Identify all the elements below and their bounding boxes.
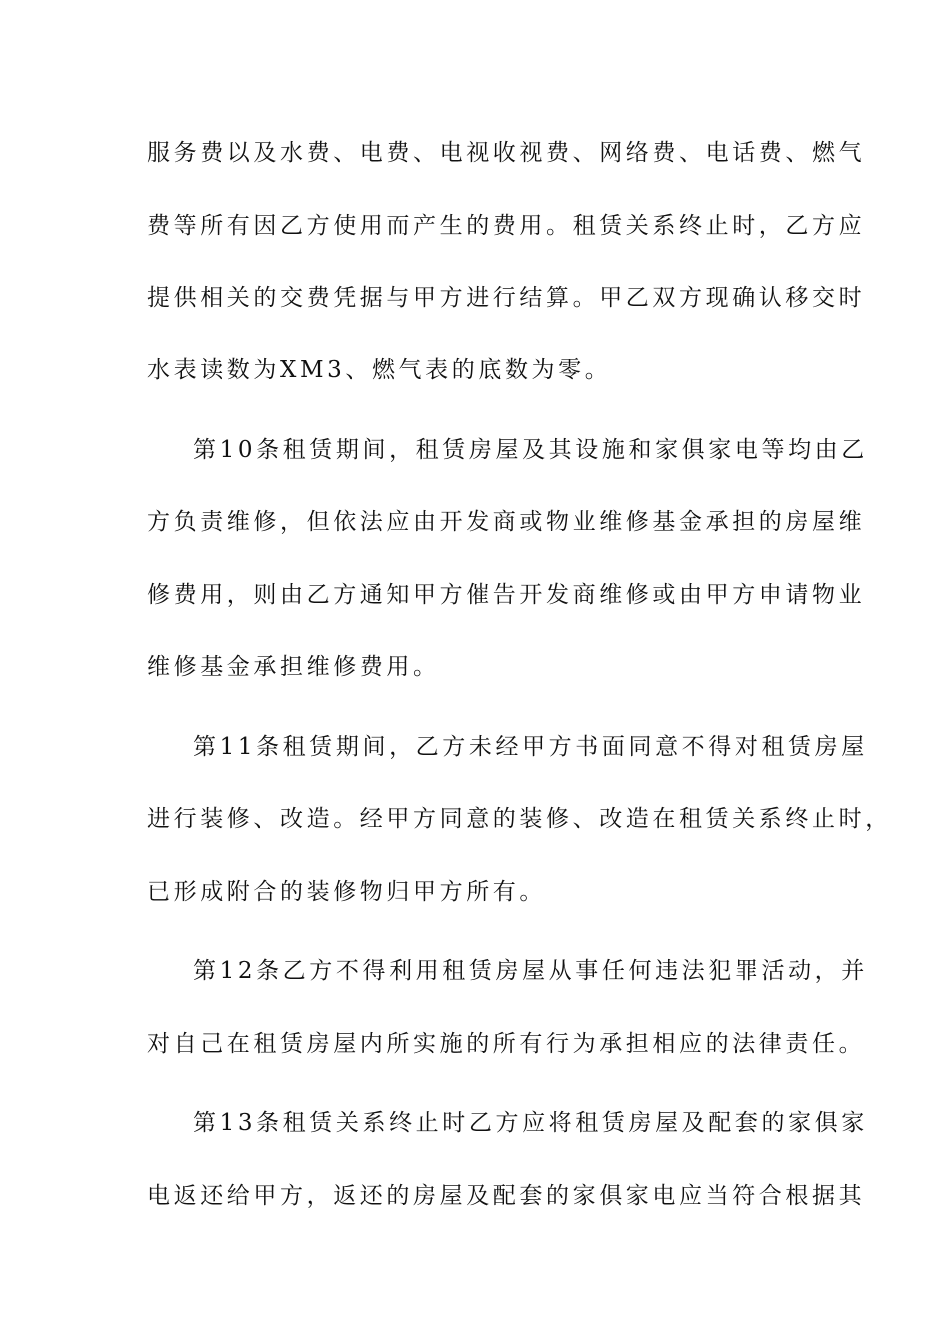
text-line: 第10条租赁期间，租赁房屋及其设施和家俱家电等均由乙 xyxy=(193,437,868,463)
text-line: 费等所有因乙方使用而产生的费用。租赁关系终止时，乙方应 xyxy=(147,213,866,239)
text-line: 维修基金承担维修费用。 xyxy=(147,654,440,680)
text-line: 已形成附合的装修物归甲方所有。 xyxy=(147,879,546,905)
text-line: 第11条租赁期间，乙方未经甲方书面同意不得对租赁房屋 xyxy=(193,734,868,760)
text-line: 修费用，则由乙方通知甲方催告开发商维修或由甲方申请物业 xyxy=(147,582,866,608)
text-line: 方负责维修，但依法应由开发商或物业维修基金承担的房屋维 xyxy=(147,509,866,535)
text-line: 提供相关的交费凭据与甲方进行结算。甲乙双方现确认移交时 xyxy=(147,285,866,311)
text-line: 电返还给甲方，返还的房屋及配套的家俱家电应当符合根据其 xyxy=(147,1183,866,1209)
text-line: 服务费以及水费、电费、电视收视费、网络费、电话费、燃气 xyxy=(147,140,866,166)
text-line: 对自己在租赁房屋内所实施的所有行为承担相应的法律责任。 xyxy=(147,1031,866,1057)
text-line: 水表读数为XM3、燃气表的底数为零。 xyxy=(147,357,612,383)
text-line: 第12条乙方不得利用租赁房屋从事任何违法犯罪活动，并 xyxy=(193,958,868,984)
text-line: 进行装修、改造。经甲方同意的装修、改造在租赁关系终止时， xyxy=(147,806,892,832)
text-line: 第13条租赁关系终止时乙方应将租赁房屋及配套的家俱家 xyxy=(193,1110,868,1136)
